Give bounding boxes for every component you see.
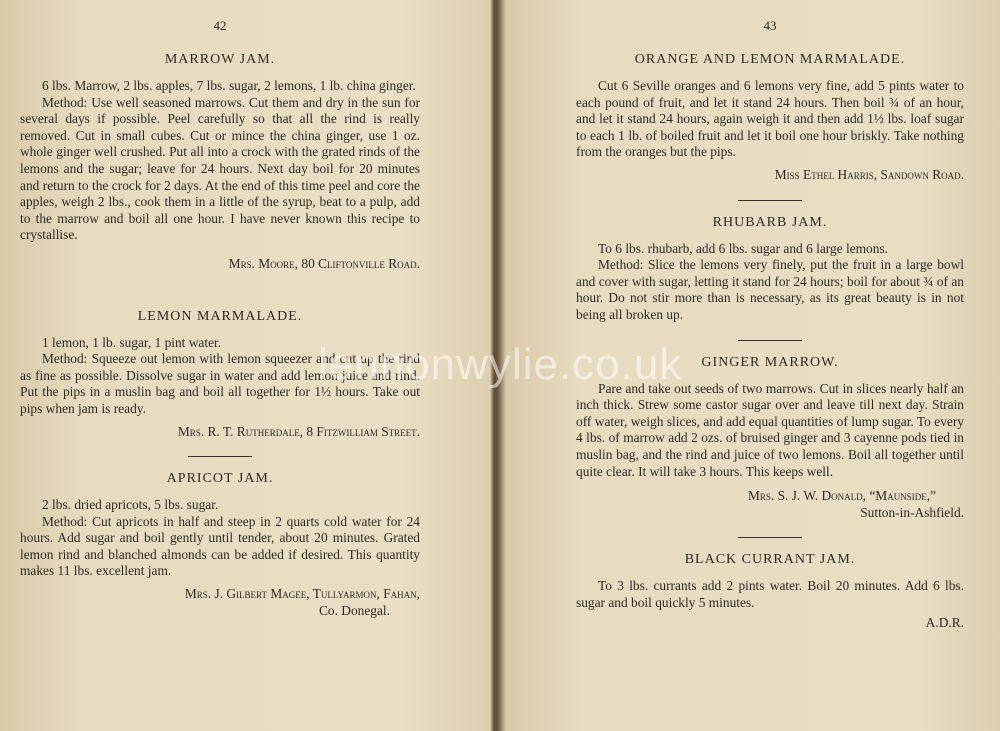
recipe-ingredients: 1 lemon, 1 lb. sugar, 1 pint water. [42,334,222,350]
left-page-content [20,18,420,619]
section-divider [738,340,802,341]
page-number: 42 [213,18,227,33]
recipe-title: RHUBARB JAM. [712,214,828,230]
recipe-contributor: Mrs. Moore, 80 Cliftonville Road. [228,255,420,271]
recipe-ingredients: 6 lbs. Marrow, 2 lbs. apples, 7 lbs. sugar, 2 lemons, 1 lb. china ginger. [42,78,416,93]
recipe-method: Cut 6 Seville oranges and 6 lemons very fine, add 5 pints water to each pound of fruit, and let it stand 24 hours. Then boil ¾ of an hour, and let it stand 24 hours, again weigh it and then add 1½ lbs. loaf sugar to each 1 lb. of boiled fruit and let it boil one hour briskly. Take nothing from the oranges but the pips. [576,78,964,160]
recipe-method: Method: Squeeze out lemon with lemon squeezer and cut up the rind as fine as possible. Dissolve sugar in water and add lemon juice and rind. Put the pips in a muslin bag and boil all together for 1½ hours. Take out pips when jam is ready. [20,351,420,416]
recipe-title: ORANGE AND LEMON MARMALADE. [634,52,906,67]
left-page [0,0,490,731]
recipe-contributor: Mrs. R. T. Rutherdale, 8 Fitzwilliam Street. [177,423,420,439]
section-divider [738,200,802,201]
recipe-contributor-address: Sutton-in-Ashfield. [860,504,964,520]
recipe-title: GINGER MARROW. [701,354,839,370]
watermark: lennonwylie.co.uk [318,340,683,389]
recipe-title: BLACK CURRANT JAM. [684,552,856,568]
recipe-method: Method: Use well seasoned marrows. Cut them and dry in the sun for several days if possible. Peel carefully so that all the rind is really removed. Cut in small cubes. Cut or mince the china ginger, use 1 oz. whole ginger well crushed. Put all into a crock with the grated rinds of the lemons and the sugar; leave for 24 hours. Next day boil for 20 minutes and return to the crock for 2 days. At the end of this time peel and core the apples, weigh 2 lbs., cook them in a little of the syrup, beat to a pulp, add to the marrow and boil all one hour. I have never known this recipe to crystallise. [20,94,420,243]
recipe-method: To 3 lbs. currants add 2 pints water. Boil 20 minutes. Add 6 lbs. sugar and boil quickly 5 minutes. [576,578,964,610]
recipe-ingredients: To 6 lbs. rhubarb, add 6 lbs. sugar and 6 large lemons. [598,240,889,256]
recipe-title: APRICOT JAM. [166,471,274,487]
recipe-method: Method: Cut apricots in half and steep in 2 quarts cold water for 24 hours. Add sugar and boil gently until tender, about 20 minutes. Grated lemon rind and blanched almonds can be added if desired. This quantity makes 11 lbs. excellent jam. [20,513,420,579]
recipe-title: LEMON MARMALADE. [137,308,303,324]
recipe-method: Method: Slice the lemons very finely, put the fruit in a large bowl and cover with sugar, letting it stand for 24 hours; boil for about ¾ of an hour. Do not stir more than is necessary, as its great beauty is in not being all broken up. [576,257,964,322]
recipe-contributor: Mrs. J. Gilbert Magee, Tullyarmon, Fahan, [184,586,420,602]
recipe-contributor-address: Co. Donegal. [318,602,390,618]
right-page-content [576,18,964,632]
section-divider [188,456,252,457]
recipe-contributor: Mrs. S. J. W. Donald, “Maunside,” [747,488,936,504]
recipe-contributor: A.D.R. [925,615,964,631]
recipe-ingredients: 2 lbs. dried apricots, 5 lbs. sugar. [42,497,219,513]
recipe-title: MARROW JAM. [164,52,276,67]
recipe-contributor: Miss Ethel Harris, Sandown Road. [774,166,964,182]
page-number: 43 [763,18,777,33]
section-divider [738,537,802,538]
right-page [498,0,1000,731]
recipe-method: Pare and take out seeds of two marrows. Cut in slices nearly half an inch thick. Strew some castor sugar over and leave till next day. Strain off water, weigh slices, and add equal quantities of lump sugar. To every 4 lbs. of marrow add 2 ozs. of bruised ginger and 3 cayenne pods tied in muslin bag, and the rind and juice of two lemons. Boil all together until quite clear. It will take 3 hours. This keeps well. [576,380,964,479]
